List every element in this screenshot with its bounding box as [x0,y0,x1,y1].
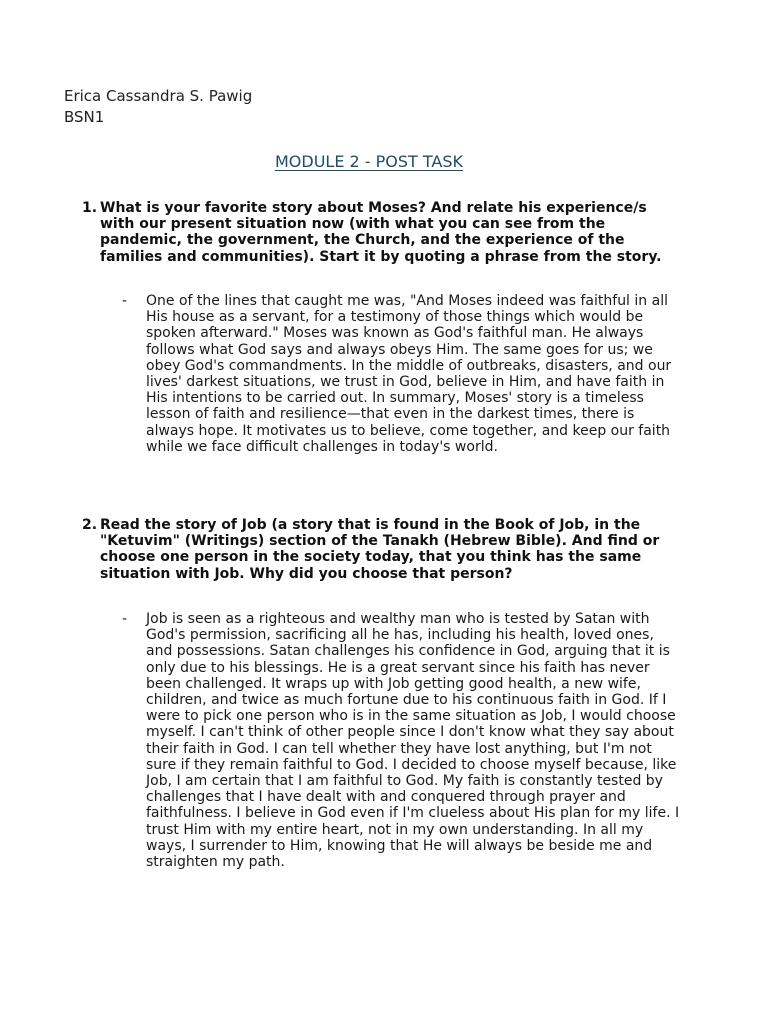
answer-text: Job is seen as a righteous and wealthy man who is tested by Satan with God's permission, sacrificing all he has, including his health, loved ones, and possessions. Satan challenges his confidence in God, arguing that it is only due to his blessings. He is a great servant since his faith has never been challenged. It wraps up with Job getting good health, a new wife, children, and twice as much fortune due to his continuous faith in God. If I were to pick one person who is in the same situation as Job, I would choose myself. I can't think of other people since I don't know what they say about their faith in God. I can tell whether they have lost anything, but I'm not sure if they remain faithful to God. I decided to choose myself because, like Job, I am certain that I am faithful to God. My faith is constantly tested by challenges that I have dealt with and conquered through prayer and faithfulness. I believe in God even if I'm clueless about His plan for my life. I trust Him with my entire heart, not in my own understanding. In all my ways, I surrender to Him, knowing that He will always be beside me and straighten my path. [146,611,680,871]
question-number: 2. [82,517,98,533]
bullet-dash: - [122,293,128,309]
author-name: Erica Cassandra S. Pawig [64,87,253,105]
question-2 [82,517,682,582]
bullet-dash: - [122,611,128,627]
answer-text: One of the lines that caught me was, "And Moses indeed was faithful in all His house as a servant, for a testimony of those things which would be spoken afterward." Moses was known as God's faithful man. He always follows what God says and always obeys Him. The same goes for us; we obey God's commandments. In the middle of outbreaks, disasters, and our lives' darkest situations, we trust in God, believe in Him, and have faith in His intentions to be carried out. In summary, Moses' story is a timeless lesson of faith and resilience—that even in the darkest times, there is always hope. It motivates us to believe, come together, and keep our faith while we face difficult challenges in today's world. [146,293,672,455]
author-section: BSN1 [64,108,105,126]
author-block [64,86,252,128]
question-number: 1. [82,200,98,216]
answer-1 [122,293,682,455]
document-title: MODULE 2 - POST TASK [274,152,464,171]
question-text: Read the story of Job (a story that is found in the Book of Job, in the "Ketuvim" (Writings) section of the Tanakh (Hebrew Bible). And find or choose one person in the society today, that you think has the same situation with Job. Why did you choose that person? [100,517,660,582]
question-text: What is your favorite story about Moses? And relate his experience/s with our present situation now (with what you can see from the pandemic, the government, the Church, and the experience of the families and communities). Start it by quoting a phrase from the story. [100,200,662,265]
answer-2 [122,611,682,870]
question-1 [82,200,682,265]
